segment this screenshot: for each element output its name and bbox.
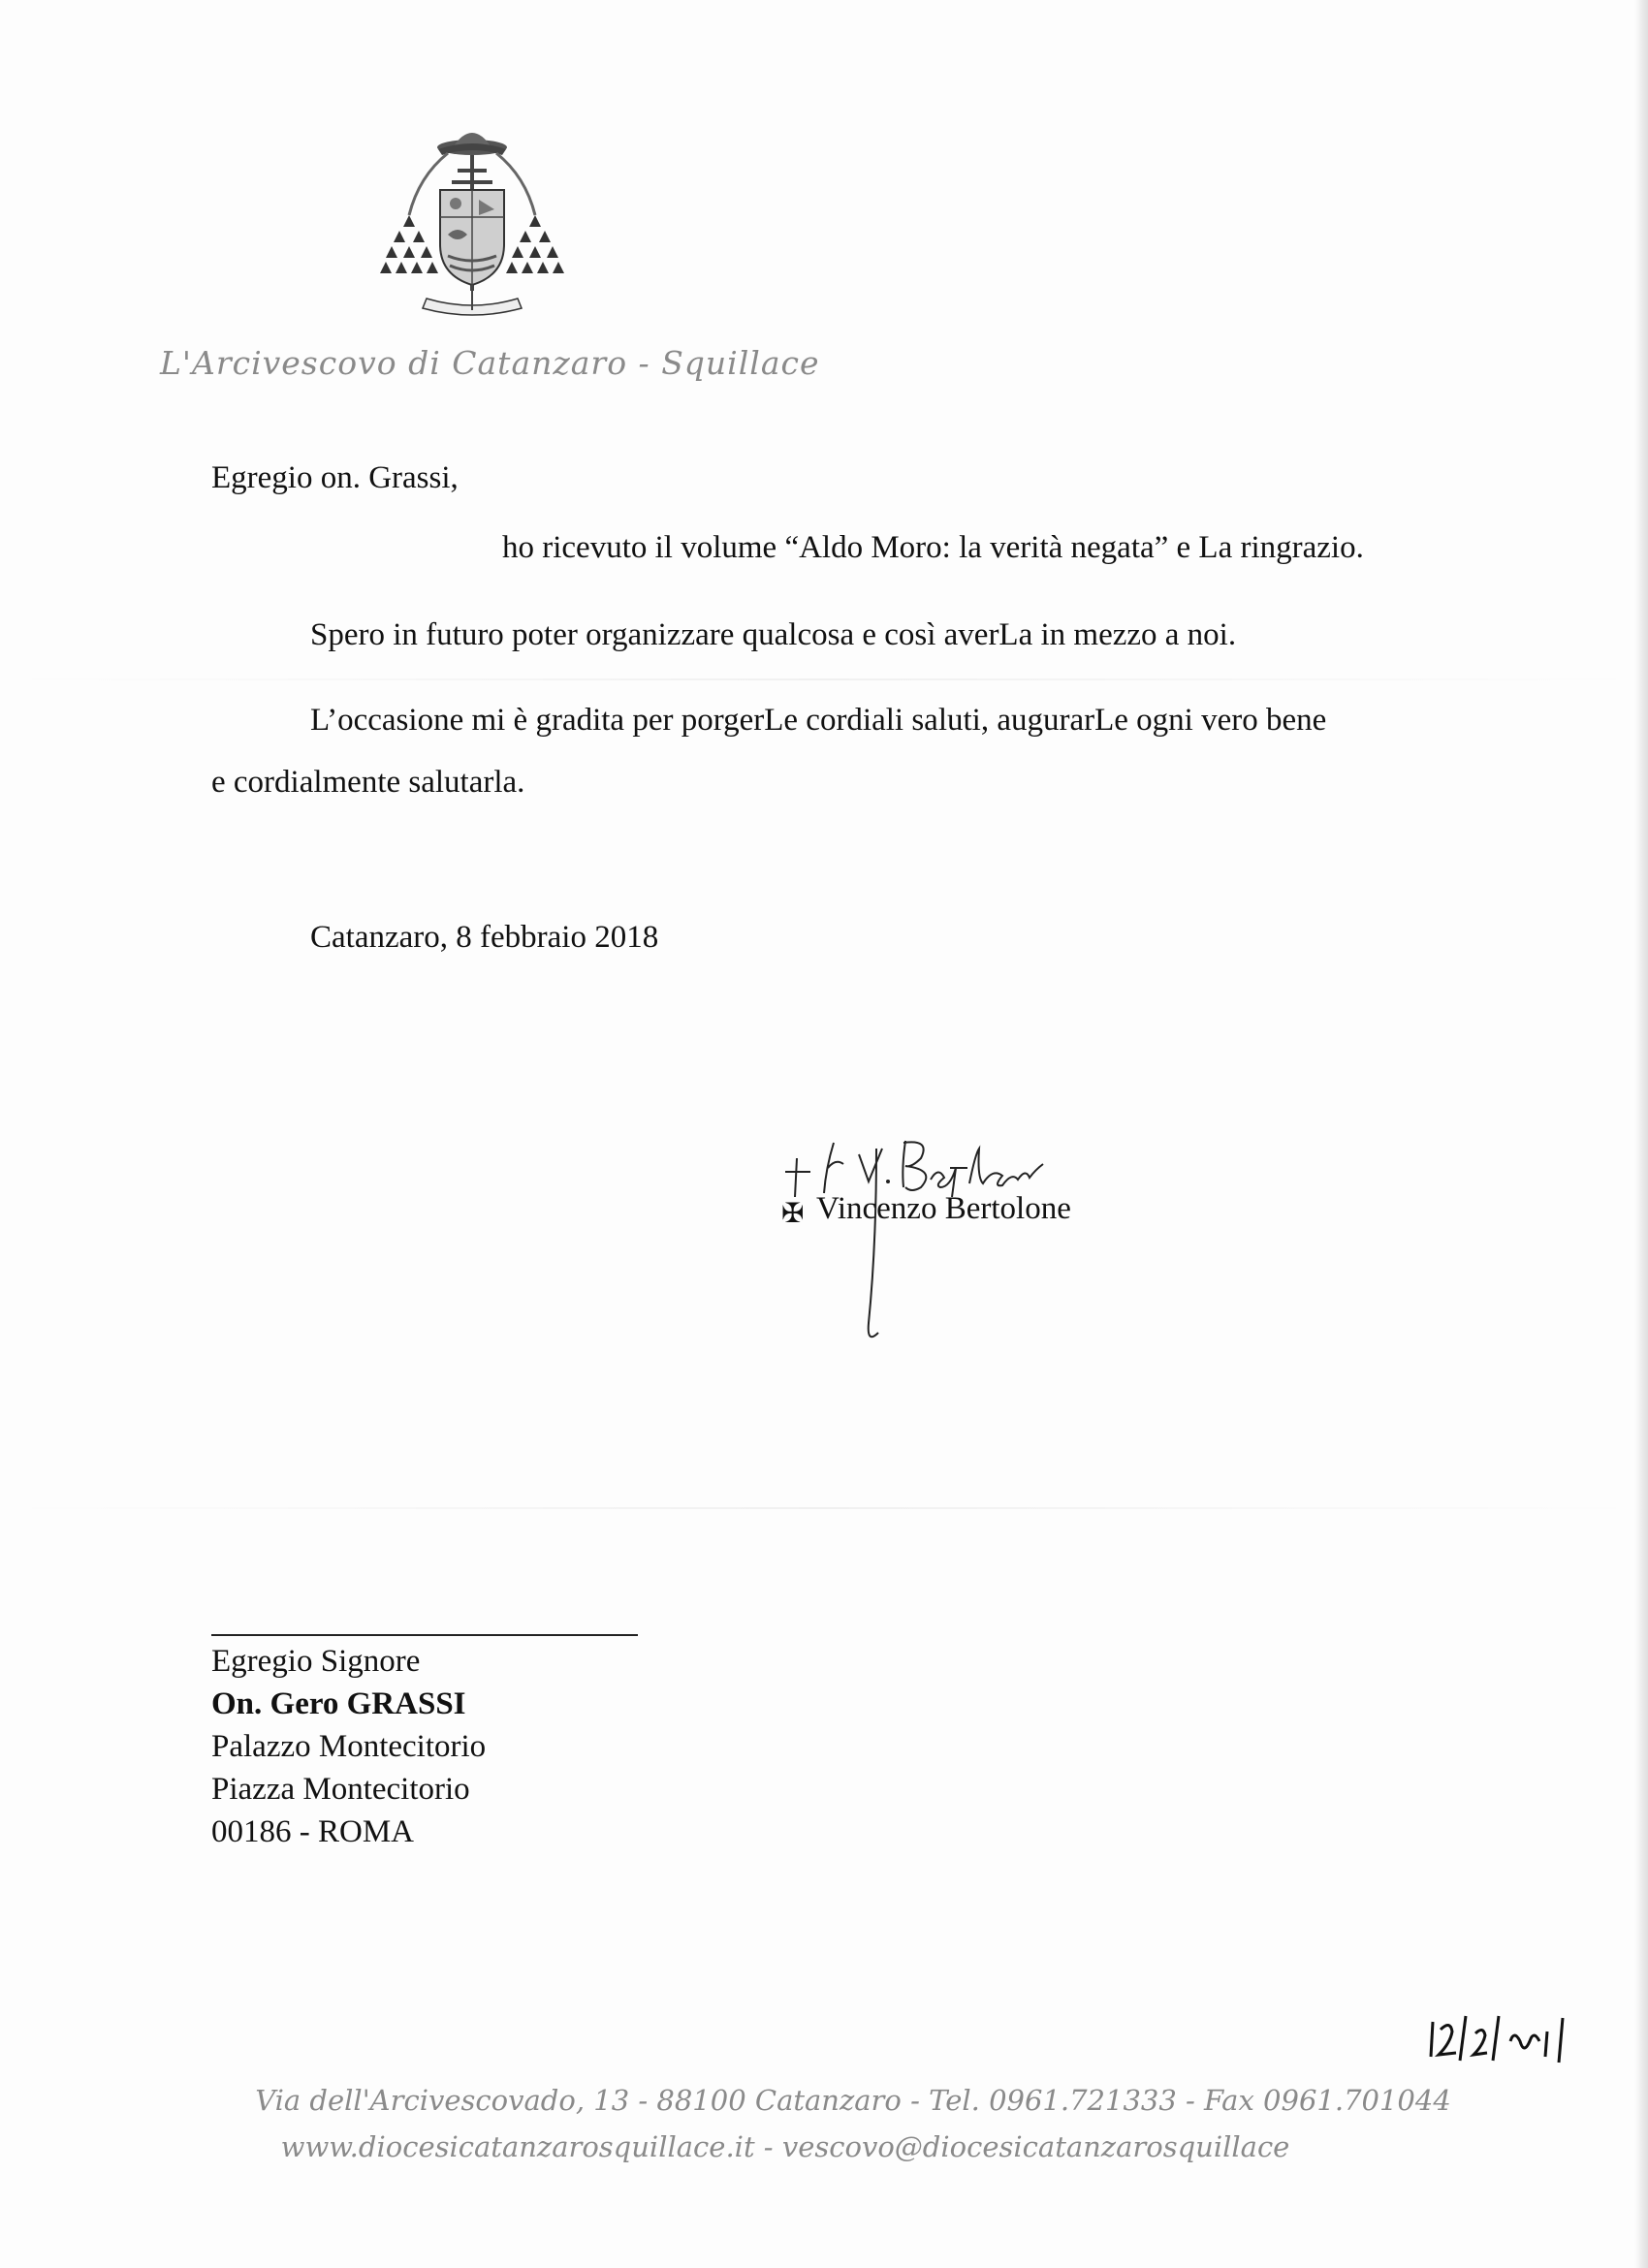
recipient-address-line-3: 00186 - ROMA — [211, 1814, 415, 1849]
footer-contact: Via dell'Arcivescovado, 13 - 88100 Catanzaro - Tel. 0961.721333 - Fax 0961.701044 — [255, 2084, 1451, 2117]
recipient-greeting: Egregio Signore — [211, 1644, 421, 1679]
address-divider — [211, 1634, 638, 1636]
paper-fold-line — [0, 678, 1648, 680]
signature-block — [776, 1129, 1163, 1352]
letterhead-title: L'Arcivescovo di Catanzaro - Squillace — [160, 344, 820, 382]
recipient-address — [211, 1640, 486, 1853]
place-and-date: Catanzaro, 8 febbraio 2018 — [310, 920, 659, 955]
paper-fold-line — [0, 1507, 1648, 1509]
footer-web: www.diocesicatanzarosquillace.it - vescovo@diocesicatanzarosquillace — [280, 2130, 1290, 2163]
letter-paragraph-3-line-1: L’occasione mi è gradita per porgerLe cordiali saluti, augurarLe ogni vero bene — [310, 703, 1327, 738]
letter-paragraph-1: ho ricevuto il volume “Aldo Moro: la verità negata” e La ringrazio. — [502, 530, 1364, 565]
letter-paragraph-3-line-2: e cordialmente salutarla. — [211, 765, 525, 800]
archbishop-coat-of-arms-icon — [380, 109, 564, 331]
handwritten-received-date — [1427, 2008, 1572, 2066]
scan-edge-shadow — [1634, 0, 1648, 2268]
signer-name: Vincenzo Bertolone — [816, 1191, 1071, 1226]
recipient-address-line-1: Palazzo Montecitorio — [211, 1729, 487, 1764]
maltese-cross-icon: ✠ — [781, 1197, 805, 1229]
letter-paragraph-2: Spero in futuro poter organizzare qualcosa e così averLa in mezzo a noi. — [310, 617, 1237, 652]
recipient-address-line-2: Piazza Montecitorio — [211, 1772, 470, 1807]
handwritten-signature — [776, 1129, 1163, 1352]
recipient-name: On. Gero GRASSI — [211, 1686, 466, 1721]
letter-salutation: Egregio on. Grassi, — [211, 460, 459, 495]
